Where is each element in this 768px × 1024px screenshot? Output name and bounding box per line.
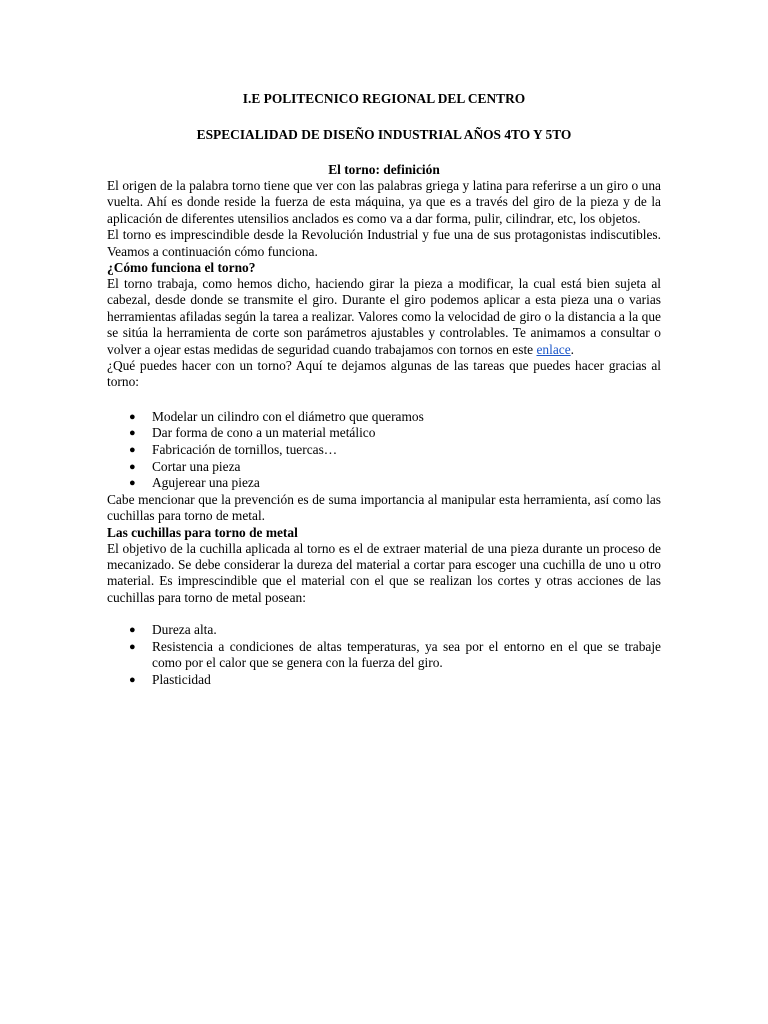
specialty-title: ESPECIALIDAD DE DISEÑO INDUSTRIAL AÑOS 4TO Y 5TO [196,127,572,142]
bullet-icon: ● [129,444,136,457]
intro-paragraph-origin: El origen de la palabra torno tiene que ver con las palabras griega y latina para referirse a un giro o una vuelta. Ahí es donde reside la fuerza de esta máquina, ya que es a través del giro de la pieza y de la aplicación de diferentes utensilios anclados es como va a dar forma, pulir, cilindrar, etc, los objetos. [107,178,661,226]
list-item-text: Plasticidad [152,672,211,688]
list-item [107,442,661,459]
list-item [107,672,661,689]
task-list [107,409,661,492]
list-item [107,459,661,476]
topic-title: El torno: definición [328,162,440,177]
paragraph-torno-trabaja [107,276,661,358]
paragraph-torno-trabaja-text: El torno trabaja, como hemos dicho, haciendo girar la pieza a modificar, la cual está bien sujeta al cabezal, desde donde se transmite el giro. Durante el giro podemos aplicar a esta pieza una o varias herramientas afiladas según la tarea a realizar. Valores como la velocidad de giro o la distancia a la que se sitúa la herramienta de corte son parámetros ajustables y controlables. Te animamos a consultar o volver a ojear estas medidas de seguridad cuando trabajamos con tornos en este [107,276,661,357]
list-item-text: Dureza alta. [152,622,217,638]
bullet-icon: ● [129,460,136,473]
list-item-text: Cortar una pieza [152,458,241,474]
enlace-link[interactable]: enlace [536,341,571,357]
bullet-icon: ● [129,674,136,687]
bullet-icon: ● [129,410,136,423]
paragraph-torno-trabaja-end: . [570,341,575,357]
list-item [107,425,661,442]
intro-paragraph-revolution: El torno es imprescindible desde la Revolución Industrial y fue una de sus protagonistas indiscutibles. Veamos a continuación cómo funciona. [107,227,661,259]
list-item-text: Dar forma de cono a un material metálico [152,425,376,441]
bullet-icon: ● [129,427,136,440]
paragraph-prevencion: Cabe mencionar que la prevención es de suma importancia al manipular esta herramienta, así como las cuchillas para torno de metal. [107,491,661,524]
section-heading-cuchillas: Las cuchillas para torno de metal [107,524,298,540]
list-item [107,622,661,639]
institution-title: I.E POLITECNICO REGIONAL DEL CENTRO [242,91,526,106]
list-item-text: Agujerear una pieza [152,475,260,491]
bullet-icon: ● [129,624,136,637]
list-item [107,409,661,426]
property-list [107,622,661,688]
section-heading-como-funciona: ¿Cómo funciona el torno? [107,260,256,276]
document-page [107,89,661,689]
list-item-text: Fabricación de tornillos, tuercas… [152,442,338,458]
bullet-icon: ● [129,477,136,490]
bullet-icon: ● [129,640,136,653]
list-item [107,475,661,492]
list-item-text: Modelar un cilindro con el diámetro que queramos [152,408,424,424]
paragraph-que-puedes-hacer: ¿Qué puedes hacer con un torno? Aquí te dejamos algunas de las tareas que puedes hacer gracias al torno: [107,358,661,390]
paragraph-objetivo-cuchilla: El objetivo de la cuchilla aplicada al torno es el de extraer material de una pieza durante un proceso de mecanizado. Se debe considerar la dureza del material a cortar para escoger una cuchilla de uno u otro material. Es imprescindible que el material con el que se realizan los cortes y otras acciones de las cuchillas para torno de metal posean: [107,540,661,605]
list-item [107,639,661,672]
list-item-text: Resistencia a condiciones de altas temperaturas, ya sea por el entorno en el que se trabaje como por el calor que se genera con la fuerza del giro. [152,638,661,671]
